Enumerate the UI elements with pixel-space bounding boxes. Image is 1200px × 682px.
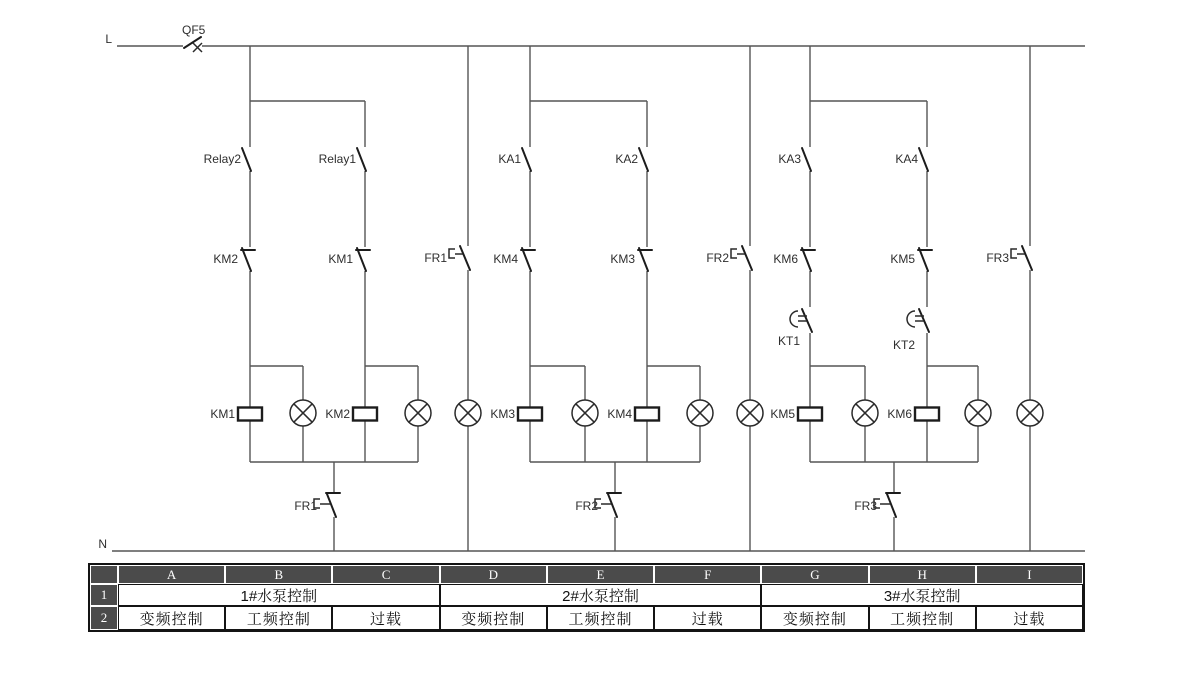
- row-header-1: 1: [90, 584, 118, 606]
- live-line-label: L: [105, 32, 112, 46]
- lamp-2: [405, 400, 431, 426]
- function-cell-b: 工频控制: [225, 606, 332, 630]
- breaker-qf5: [184, 37, 202, 52]
- coil-label-km4: KM4: [607, 407, 632, 421]
- group-cell-pump2: 2#水泵控制: [440, 584, 762, 606]
- contact-km6-nc: [801, 248, 815, 271]
- function-cell-e: 工频控制: [547, 606, 654, 630]
- table-corner-cell: [90, 565, 118, 584]
- contact-km2-nc: [241, 248, 255, 271]
- contact-label-fr1-bottom: FR1: [294, 499, 317, 513]
- function-cell-h: 工频控制: [869, 606, 976, 630]
- contact-label-km5: KM5: [890, 252, 915, 266]
- coil-label-km5: KM5: [770, 407, 795, 421]
- contact-label-kt2: KT2: [893, 338, 916, 352]
- contact-label-relay2: Relay2: [203, 152, 241, 166]
- contact-label-ka1: KA1: [498, 152, 521, 166]
- coil-km5: [798, 408, 822, 421]
- group-cell-pump1: 1#水泵控制: [118, 584, 440, 606]
- contact-fr2-thermal-bottom: [595, 493, 621, 517]
- contact-km3-nc: [638, 248, 652, 271]
- col-header-f: F: [654, 565, 761, 584]
- function-cell-i: 过载: [976, 606, 1083, 630]
- coil-label-km6: KM6: [887, 407, 912, 421]
- contact-fr1-thermal-top: [449, 246, 470, 270]
- contact-label-km6: KM6: [773, 252, 798, 266]
- signal-table: [88, 563, 1085, 632]
- contact-ka1-no: [522, 148, 531, 171]
- coil-label-km2: KM2: [325, 407, 350, 421]
- col-header-a: A: [118, 565, 225, 584]
- lamp-4: [572, 400, 598, 426]
- contact-km4-nc: [521, 248, 535, 271]
- contact-label-relay1: Relay1: [318, 152, 356, 166]
- breaker-label: QF5: [182, 23, 206, 37]
- power-bus-lines: [112, 46, 1085, 551]
- contact-km5-nc: [918, 248, 932, 271]
- contact-fr3-thermal-top: [1011, 246, 1032, 270]
- function-cell-g: 变频控制: [761, 606, 868, 630]
- coil-label-km3: KM3: [490, 407, 515, 421]
- contact-label-km1: KM1: [328, 252, 353, 266]
- contact-km1-nc: [356, 248, 370, 271]
- lamp-9: [1017, 400, 1043, 426]
- lamp-8: [965, 400, 991, 426]
- pump2-branch-wires: [530, 46, 700, 551]
- coil-km3: [518, 408, 542, 421]
- col-header-c: C: [332, 565, 439, 584]
- coil-km2: [353, 408, 377, 421]
- contact-fr3-thermal-bottom: [874, 493, 900, 517]
- lamp-7: [852, 400, 878, 426]
- col-header-h: H: [869, 565, 976, 584]
- lamp-6: [737, 400, 763, 426]
- contact-ka2-no: [639, 148, 648, 171]
- pump3-branch-wires: [810, 46, 978, 551]
- coil-km6: [915, 408, 939, 421]
- coil-km1: [238, 408, 262, 421]
- contact-ka4-no: [919, 148, 928, 171]
- contact-label-km3: KM3: [610, 252, 635, 266]
- col-header-i: I: [976, 565, 1083, 584]
- contact-relay1-no: [357, 148, 366, 171]
- contact-label-ka3: KA3: [778, 152, 801, 166]
- lamp-5: [687, 400, 713, 426]
- contact-label-kt1: KT1: [778, 334, 801, 348]
- contact-label-fr3-top: FR3: [986, 251, 1009, 265]
- pump1-branch-wires: [250, 46, 418, 551]
- contact-label-fr3-bottom: FR3: [854, 499, 877, 513]
- neutral-line-label: N: [98, 537, 107, 551]
- function-cell-d: 变频控制: [440, 606, 547, 630]
- contact-label-fr2-top: FR2: [706, 251, 729, 265]
- lamp-1: [290, 400, 316, 426]
- function-cell-a: 变频控制: [118, 606, 225, 630]
- contact-relay2-no: [242, 148, 251, 171]
- lamp-3: [455, 400, 481, 426]
- contact-fr1-thermal-bottom: [314, 493, 340, 517]
- contact-label-ka2: KA2: [615, 152, 638, 166]
- col-header-e: E: [547, 565, 654, 584]
- contact-ka3-no: [802, 148, 811, 171]
- contact-fr2-thermal-top: [731, 246, 752, 270]
- col-header-g: G: [761, 565, 868, 584]
- contact-label-fr1-top: FR1: [424, 251, 447, 265]
- breaker-cross-mark: [193, 43, 202, 52]
- contact-label-km4: KM4: [493, 252, 518, 266]
- contact-label-ka4: KA4: [895, 152, 918, 166]
- contact-kt1-timer: [790, 309, 812, 332]
- col-header-b: B: [225, 565, 332, 584]
- function-cell-c: 过载: [332, 606, 439, 630]
- contact-kt2-timer: [907, 309, 929, 332]
- coil-km4: [635, 408, 659, 421]
- row-header-2: 2: [90, 606, 118, 630]
- contact-label-km2: KM2: [213, 252, 238, 266]
- coil-label-km1: KM1: [210, 407, 235, 421]
- group-cell-pump3: 3#水泵控制: [761, 584, 1083, 606]
- col-header-d: D: [440, 565, 547, 584]
- wires: [112, 46, 1085, 551]
- function-cell-f: 过载: [654, 606, 761, 630]
- contact-label-fr2-bottom: FR2: [575, 499, 598, 513]
